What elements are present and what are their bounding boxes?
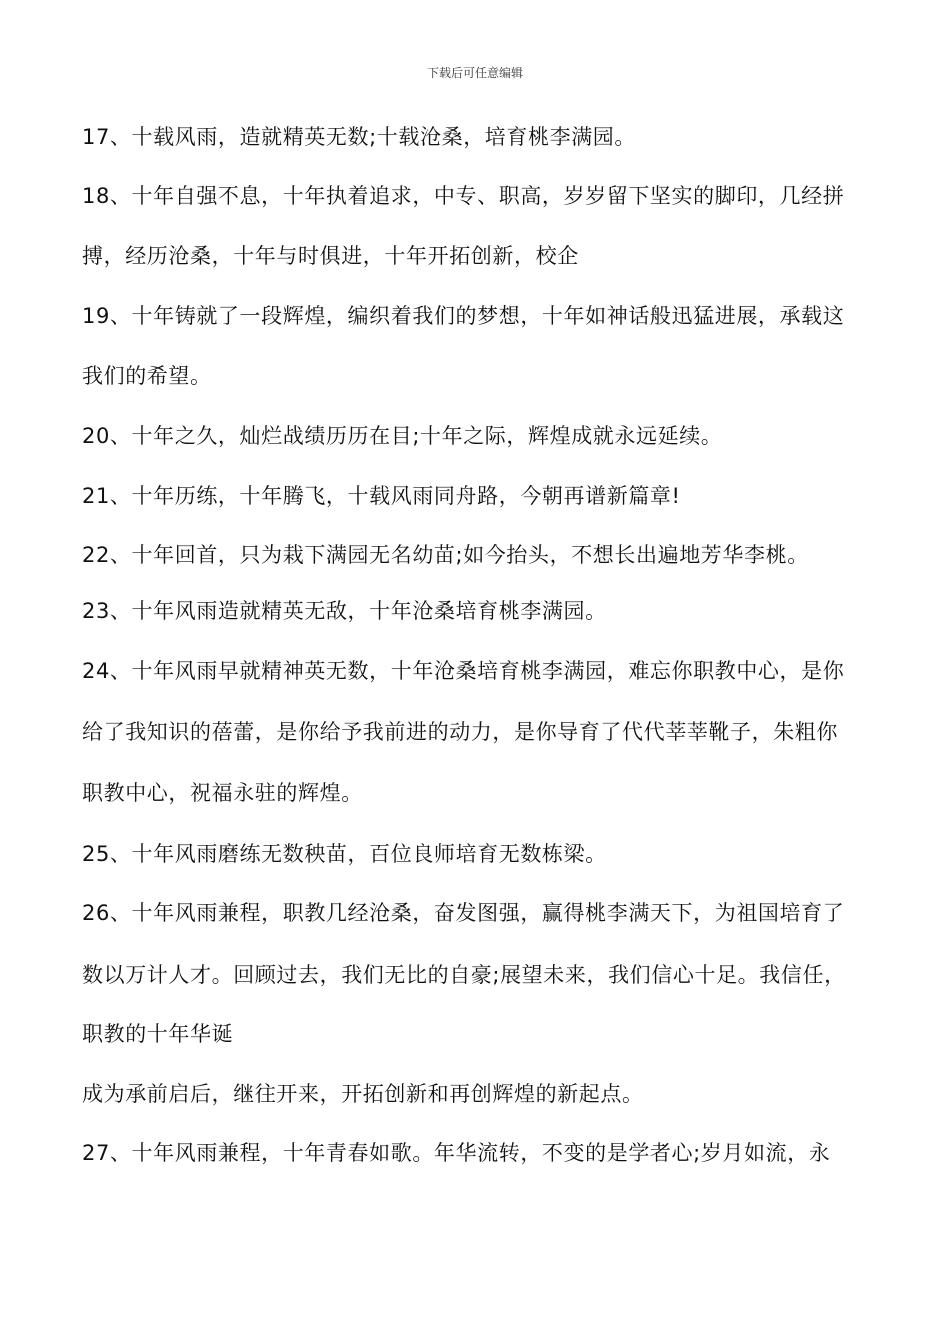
- text-line: 18、十年自强不息，十年执着追求，中专、职高，岁岁留下坚实的脚印，几经拼: [82, 184, 845, 208]
- text-line: 24、十年风雨早就精神英无数，十年沧桑培育桃李满园，难忘你职教中心，是你: [82, 659, 845, 683]
- text-line: 27、十年风雨兼程，十年青春如歌。年华流转，不变的是学者心;岁月如流，永: [82, 1141, 831, 1165]
- text-line: 17、十载风雨，造就精英无数;十载沧桑，培育桃李满园。: [82, 125, 636, 149]
- text-line: 给了我知识的蓓蕾，是你给予我前进的动力，是你导育了代代莘莘靴子，朱粗你: [82, 720, 838, 744]
- text-line: 23、十年风雨造就精英无敌，十年沧桑培育桃李满园。: [82, 599, 607, 623]
- text-line: 职教中心，祝福永驻的辉煌。: [82, 781, 363, 805]
- text-line: 25、十年风雨磨练无数秧苗，百位良师培育无数栋梁。: [82, 842, 607, 866]
- text-line: 19、十年铸就了一段辉煌，编织着我们的梦想，十年如神话般迅猛进展，承载这: [82, 304, 845, 328]
- text-line: 职教的十年华诞: [82, 1022, 234, 1046]
- text-line: 搏，经历沧桑，十年与时俱进，十年开拓创新，校企: [82, 244, 579, 268]
- text-line: 我们的希望。: [82, 364, 212, 388]
- text-line: 22、十年回首，只为栽下满园无名幼苗;如今抬头，不想长出遍地芳华李桃。: [82, 543, 809, 567]
- text-line: 数以万计人才。回顾过去，我们无比的自豪;展望未来，我们信心十足。我信任，: [82, 963, 846, 987]
- text-line: 26、十年风雨兼程，职教几经沧桑，奋发图强，赢得桃李满天下，为祖国培育了: [82, 901, 845, 925]
- text-line: 21、十年历练，十年腾飞，十载风雨同舟路，今朝再谱新篇章!: [82, 484, 681, 508]
- text-line: 成为承前启后，继往开来，开拓创新和再创辉煌的新起点。: [82, 1082, 644, 1106]
- text-line: 20、十年之久，灿烂战绩历历在目;十年之际，辉煌成就永远延续。: [82, 424, 723, 448]
- page-header: 下载后可任意编辑: [426, 66, 523, 80]
